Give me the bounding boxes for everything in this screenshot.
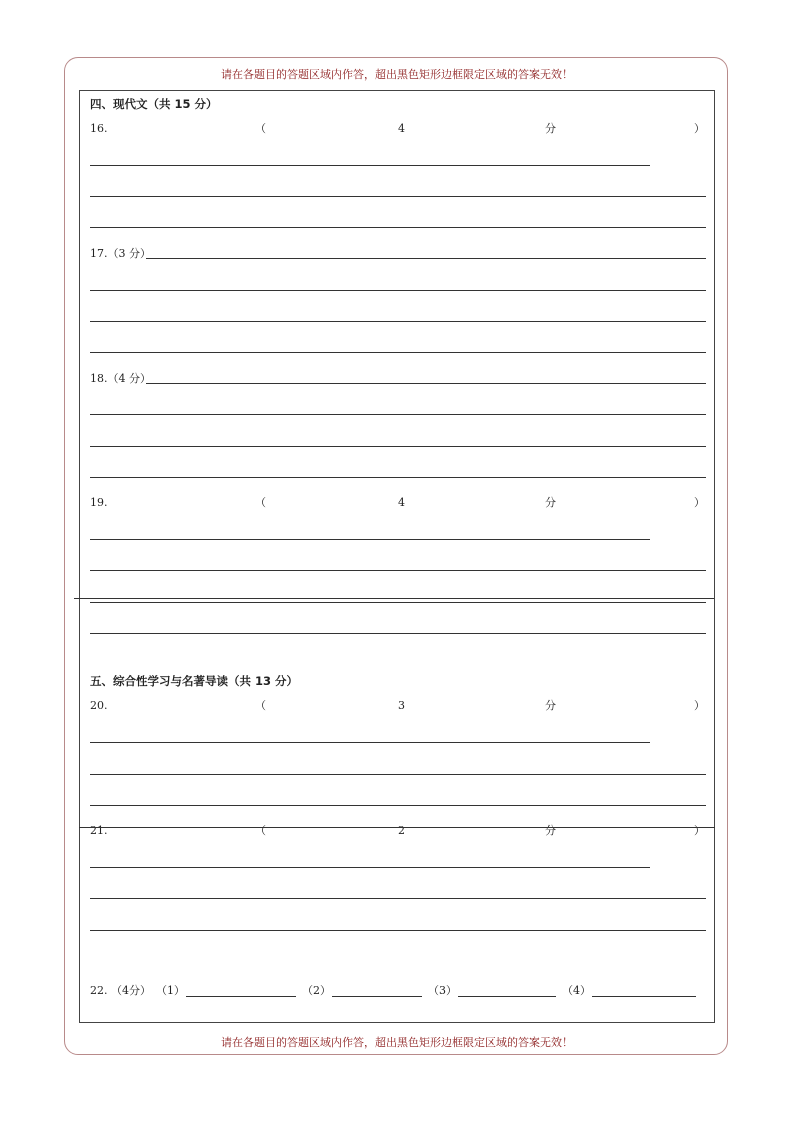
page-cut-line-2 xyxy=(79,827,715,828)
answer-box xyxy=(79,90,715,1023)
q19-answer-line-3[interactable] xyxy=(90,602,706,603)
q22-part3-label: （3） xyxy=(428,984,457,997)
q20-number: 20. xyxy=(90,699,108,712)
q21-answer-line-2[interactable] xyxy=(90,898,706,899)
section5-heading: 五、综合性学习与名著导读（共 13 分） xyxy=(90,674,299,688)
q21-number: 21. xyxy=(90,824,108,837)
q16-number: 16. xyxy=(90,122,108,135)
q22-part1-blank[interactable] xyxy=(186,996,296,997)
q19-answer-line-2[interactable] xyxy=(90,570,706,571)
q22-part4-label: （4） xyxy=(562,984,591,997)
q18-label: 18.（4 分） xyxy=(90,372,151,385)
warning-bottom: 请在各题目的答题区域内作答，超出黑色矩形边框限定区域的答案无效！ xyxy=(221,1036,573,1049)
q20-open-paren: （ xyxy=(255,699,266,712)
q22-part2-blank[interactable] xyxy=(332,996,422,997)
q21-score: 2 xyxy=(398,824,405,837)
q22-label: 22. （4分） xyxy=(90,984,151,997)
q21-open-paren: （ xyxy=(255,824,266,837)
q21-answer-line-1[interactable] xyxy=(90,867,650,868)
q20-close-paren: ） xyxy=(694,699,705,712)
q20-answer-line-1[interactable] xyxy=(90,742,650,743)
page-cut-line-1 xyxy=(74,598,714,599)
q18-answer-line-4[interactable] xyxy=(90,477,706,478)
q16-unit: 分 xyxy=(545,122,556,135)
q18-answer-line-2[interactable] xyxy=(90,414,706,415)
q20-answer-line-3[interactable] xyxy=(90,805,706,806)
q22-part4-blank[interactable] xyxy=(592,996,696,997)
q19-number: 19. xyxy=(90,496,108,509)
q16-answer-line-2[interactable] xyxy=(90,196,706,197)
q21-unit: 分 xyxy=(545,824,556,837)
q22-part2-label: （2） xyxy=(302,984,331,997)
q19-score: 4 xyxy=(398,496,405,509)
q20-unit: 分 xyxy=(545,699,556,712)
q19-unit: 分 xyxy=(545,496,556,509)
q16-answer-line-3[interactable] xyxy=(90,227,706,228)
q21-answer-line-3[interactable] xyxy=(90,930,706,931)
q18-answer-line-3[interactable] xyxy=(90,446,706,447)
q20-answer-line-2[interactable] xyxy=(90,774,706,775)
q16-close-paren: ） xyxy=(694,122,705,135)
q16-score: 4 xyxy=(398,122,405,135)
q17-answer-line-2[interactable] xyxy=(90,290,706,291)
q16-open-paren: （ xyxy=(255,122,266,135)
q20-score: 3 xyxy=(398,699,405,712)
q22-part3-blank[interactable] xyxy=(458,996,556,997)
q21-close-paren: ） xyxy=(694,824,705,837)
q16-answer-line-1[interactable] xyxy=(90,165,650,166)
warning-top: 请在各题目的答题区域内作答，超出黑色矩形边框限定区域的答案无效！ xyxy=(221,68,573,81)
q19-answer-line-4[interactable] xyxy=(90,633,706,634)
q19-answer-line-1[interactable] xyxy=(90,539,650,540)
q17-answer-line-1[interactable] xyxy=(146,258,706,259)
q17-label: 17.（3 分） xyxy=(90,247,151,260)
q19-open-paren: （ xyxy=(255,496,266,509)
q17-answer-line-4[interactable] xyxy=(90,352,706,353)
q18-answer-line-1[interactable] xyxy=(146,383,706,384)
q19-close-paren: ） xyxy=(694,496,705,509)
q22-part1-label: （1） xyxy=(156,984,185,997)
section4-heading: 四、现代文（共 15 分） xyxy=(90,97,218,111)
q17-answer-line-3[interactable] xyxy=(90,321,706,322)
